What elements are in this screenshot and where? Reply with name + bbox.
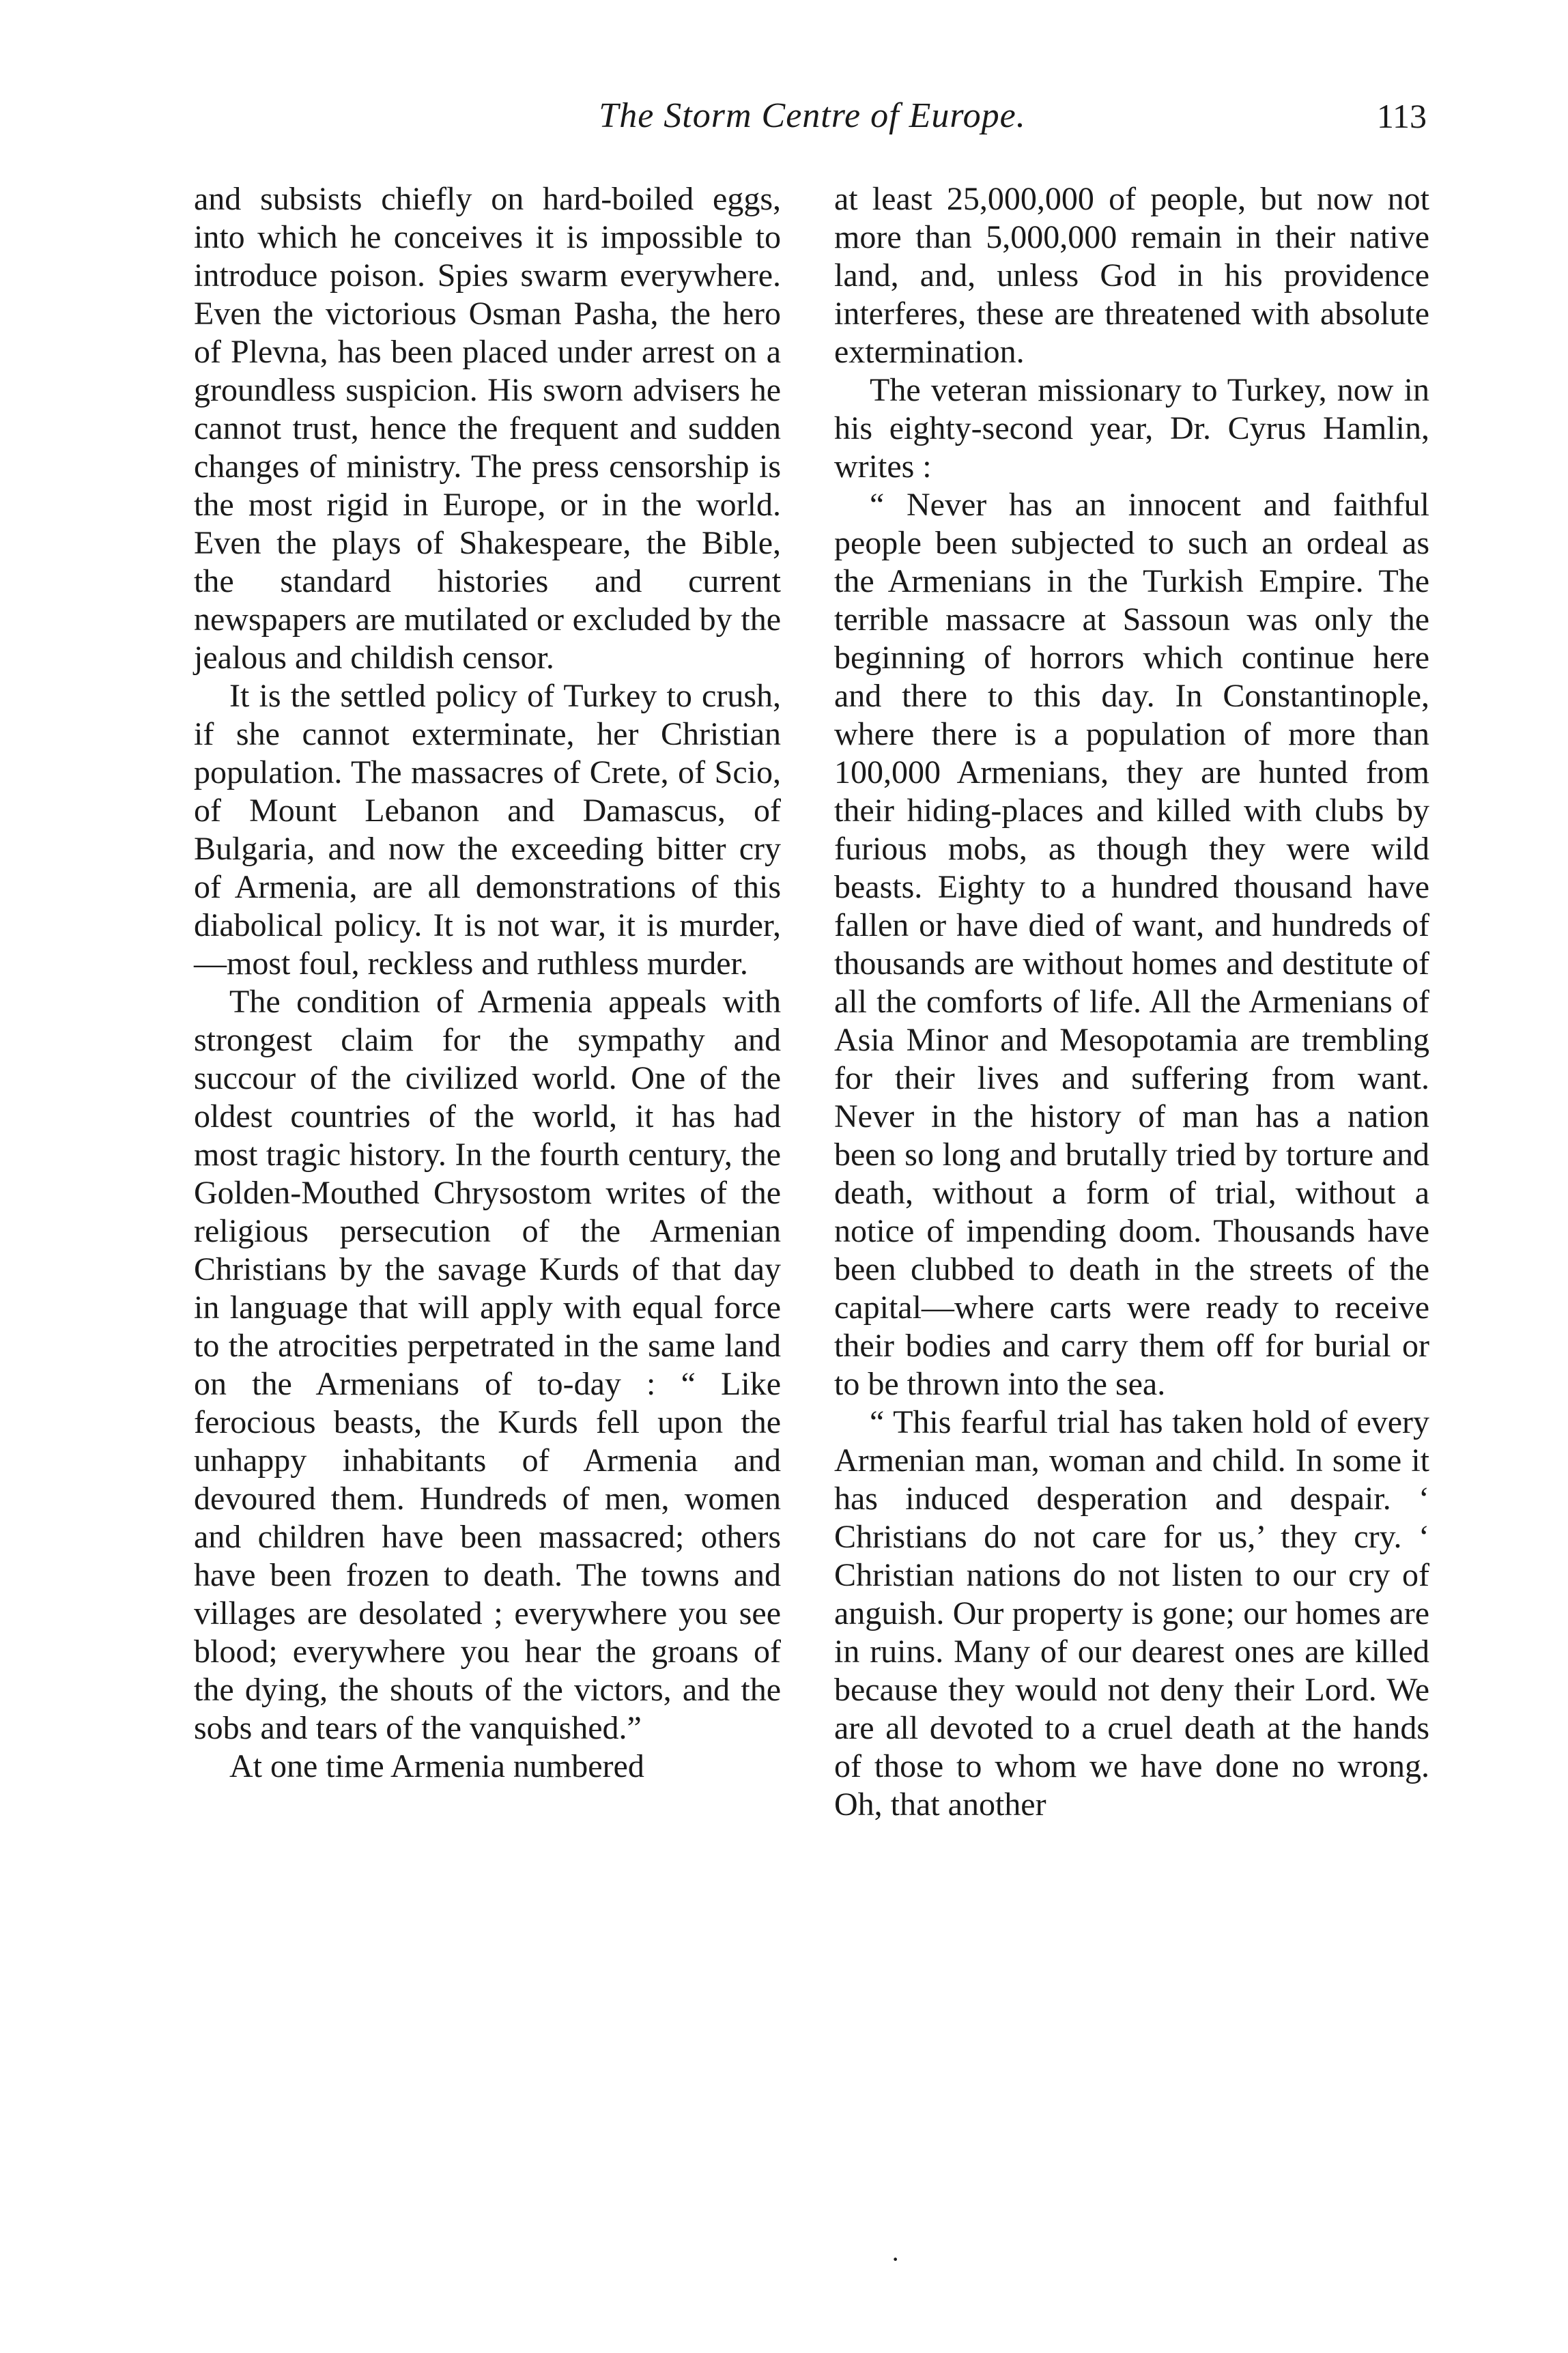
paragraph: “ This fearful trial has taken hold of every Armenian man, woman and child. In some it has induced desperation and despair. ‘ Christians do not care for us,’ they cry. ‘ Christian nations do not listen to our cry of anguish. Our property is gone; our homes are in ruins. Many of our dearest ones are killed because they would not deny their Lord. We are all devoted to a cruel death at the hands of those to whom we have done no wrong. Oh, that another	[834, 1404, 1429, 1823]
running-title: The Storm Centre of Europe.	[599, 96, 1026, 135]
paragraph: and subsists chiefly on hard-boiled eggs, into which he conceives it is impossible to introduce poison. Spies swarm everywhere. Even the victorious Osman Pasha, the hero of Plevna, has been placed under arrest on a groundless suspicion. His sworn advisers he cannot trust, hence the frequent and sudden changes of ministry. The press censorship is the most rigid in Europe, or in the world. Even the plays of Shakespeare, the Bible, the standard histories and current newspapers are mutilated or excluded by the jealous and childish censor.	[194, 181, 781, 676]
paragraph: The veteran missionary to Turkey, now in his eighty-second year, Dr. Cyrus Hamlin, writes :	[834, 372, 1429, 485]
page-number: 113	[1376, 97, 1427, 135]
paragraph: “ Never has an innocent and faithful people been subjected to such an ordeal as the Armenians in the Turkish Empire. The terrible massacre at Sassoun was only the beginning of horrors which continue here and there to this day. In Constantinople, where there is a population of more than 100,000 Armenians, they are hunted from their hiding-places and killed with clubs by furious mobs, as though they were wild beasts. Eighty to a hundred thousand have fallen or have died of want, and hundreds of thousands are without homes and destitute of all the comforts of life. All the Armenians of Asia Minor and Mesopotamia are trembling for their lives and suffering from want. Never in the history of man has a nation been so long and brutally tried by torture and death, without a form of trial, without a notice of impending doom. Thousands have been clubbed to death in the streets of the capital—where carts were ready to receive their bodies and carry them off for burial or to be thrown into the sea.	[834, 487, 1429, 1402]
left-column	[194, 180, 781, 1786]
right-column	[834, 180, 1429, 1824]
stray-mark: ·	[891, 2244, 900, 2274]
page-header	[198, 89, 1427, 143]
paragraph: At one time Armenia numbered	[229, 1748, 644, 1784]
paragraph: at least 25,000,000 of people, but now not more than 5,000,000 remain in their native land, and, unless God in his providence interferes, these are threatened with absolute extermination.	[834, 181, 1429, 370]
paragraph: It is the settled policy of Turkey to crush, if she cannot exterminate, her Christian population. The massacres of Crete, of Scio, of Mount Lebanon and Damascus, of Bulgaria, and now the exceeding bitter cry of Armenia, are all demonstrations of this diabolical policy. It is not war, it is murder,—most foul, reckless and ruthless murder.	[194, 678, 781, 982]
paragraph: The condition of Armenia appeals with strongest claim for the sympathy and succour of the civilized world. One of the oldest countries of the world, it has had most tragic history. In the fourth century, the Golden-Mouthed Chrysostom writes of the religious persecution of the Armenian Christians by the savage Kurds of that day in language that will apply with equal force to the atrocities perpetrated in the same land on the Armenians of to-day : “ Like ferocious beasts, the Kurds fell upon the unhappy inhabitants of Armenia and devoured them. Hundreds of men, women and children have been massacred; others have been frozen to death. The towns and villages are desolated ; everywhere you see blood; everywhere you hear the groans of the dying, the shouts of the victors, and the sobs and tears of the vanquished.”	[194, 984, 781, 1746]
